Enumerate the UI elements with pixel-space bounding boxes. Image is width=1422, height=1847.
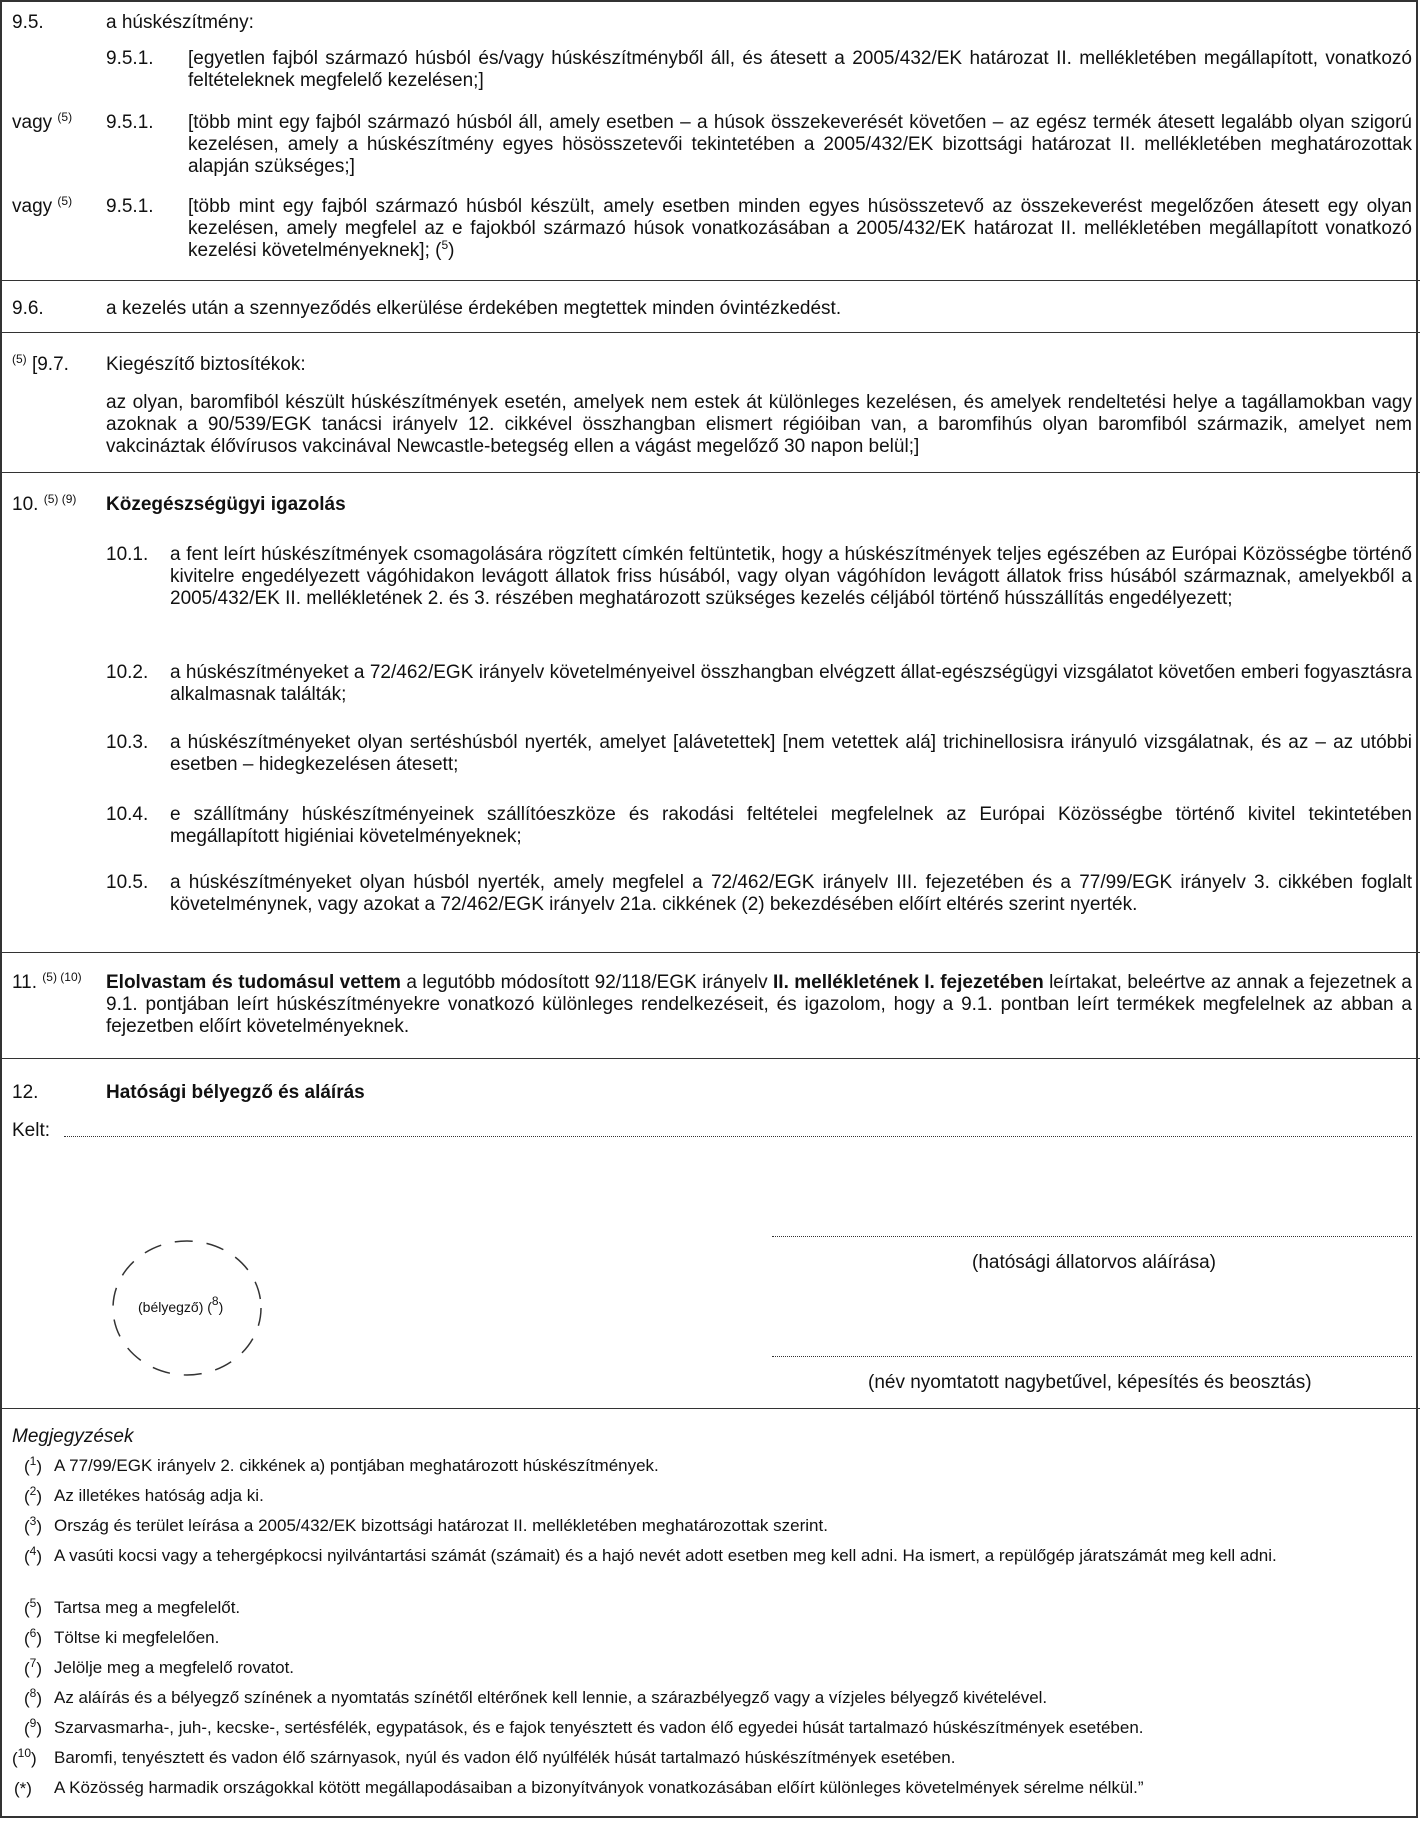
item-9-5-1-a-text: [egyetlen fajból származó húsból és/vagy húskészítményből áll, és átesett a 2005/432/EK határozat II. mellékletében megállapított, vonatkozó feltételeknek megfelelő kezelésen;] (188, 48, 1412, 91)
footnote-text: Szarvasmarha-, juh-, kecske-, sertésfélék, egypatások, és e fajok tenyésztett és vadon élő egyedei húsát tartalmazó húskészítmények esetében. (54, 1718, 1144, 1737)
section-10-title: Közegészségügyi igazolás (106, 494, 346, 515)
footnote-text: Az illetékes hatóság adja ki. (54, 1486, 264, 1505)
section-9-6-number: 9.6. (12, 298, 44, 319)
item-10-1-text: a fent leírt húskészítmények csomagolására rögzített címkén feltüntetik, hogy a húskészítmények teljes egészében az Európai Közösségbe történő kivitelre engedélyezett vágóhidakon levágott állatok friss húsából, vagy olyan vágóhídon levágott állatok friss húsából származnak, amelyekből a 2005/432/EK II. mellékletének 2. és 3. részében meghatározott szükséges kezelés céljából történő hússzállítás engedélyezett; (170, 544, 1412, 609)
footnote-number: ($^3$) (24, 1514, 43, 1536)
section-9-5-number: 9.5. (12, 12, 44, 33)
stamp-label: (bélyegző) ($^8$) (138, 1294, 224, 1315)
item-9-5-1-b-text: [több mint egy fajból származó húsból áll, amely esetben – a húsok összekeverését követően – az egész termék átesett legalább olyan szigorú kezelésen, amely a húskészítmény egyes hösösszetevői tekintetében a 2005/432/EK bizottsági határozat II. mellékletében meghatározottak alapján szükséges;] (188, 112, 1412, 177)
footnote-text: Ország és terület leírása a 2005/432/EK bizottsági határozat II. mellékletében meghatározottak szerint. (54, 1516, 828, 1535)
section-9-5-label: a húskészítmény: (106, 12, 254, 33)
item-10-4-text: e szállítmány húskészítményeinek szállítóeszköze és rakodási feltételei megfelelnek az Európai Közösségbe történő kivitel tekintetében megállapított higiéniai követelményeknek; (170, 804, 1412, 847)
signature-field[interactable] (772, 1236, 1412, 1237)
item-10-5-number: 10.5. (106, 872, 149, 893)
item-9-5-1-c-number: 9.5.1. (106, 196, 154, 217)
footnote-number: ($^4$) (24, 1544, 43, 1566)
section-9-7-text: az olyan, baromfiból készült húskészítmények esetén, amelyek nem estek át különleges kezelésen, és amelyek rendeltetési helye a tagállamokban vagy azoknak a 90/539/EGK tanácsi irányelv 12. cikkével összhangban elismert régióiban van, a baromfihús olyan baromfiból származik, amelyet nem vakcináztak élővírusos vakcinával Newcastle-betegség ellen a vágást megelőző 30 napon belül;] (106, 392, 1412, 457)
footnote-number: ($^1$) (24, 1454, 43, 1476)
item-10-3-text: a húskészítményeket olyan sertéshúsból nyerték, amelyet [alávetettek] [nem vetettek alá] trichinellosisra irányuló vizsgálatnak, és az – az utóbbi esetben – hidegkezelésen átesett; (170, 732, 1412, 775)
footnote-text: Baromfi, tenyésztett és vadon élő szárnyasok, nyúl és vadon élő nyúlfélék húsát tartalmazó húskészítmények esetében. (54, 1748, 956, 1767)
item-10-2-text: a húskészítményeket a 72/462/EGK irányelv követelményeivel összhangban elvégzett állat-egészségügyi vizsgálatot követően emberi fogyasztásra alkalmasnak találták; (170, 662, 1412, 705)
date-field[interactable] (64, 1136, 1412, 1137)
section-9-6-text: a kezelés után a szennyeződés elkerülése érdekében megtettek minden óvintézkedést. (106, 298, 842, 319)
footnote-number: ($^9$) (24, 1716, 43, 1738)
item-9-5-1-a-number: 9.5.1. (106, 48, 154, 69)
footnote-number: ($^8$) (24, 1686, 43, 1708)
footnote-number: ($^7$) (24, 1656, 43, 1678)
item-10-1-number: 10.1. (106, 544, 149, 565)
section-11-text: Elolvastam és tudomásul vettem a legutóbb módosított 92/118/EGK irányelv II. mellékletének I. fejezetében leírtakat, beleértve az annak a fejezetnek a 9.1. pontjában leírt húskészítményekre vonatkozó különleges rendelkezéseit, és igazolom, hogy a 9.1. pontban leírt termékek megfelelnek az abban a fejezetben előírt követelményeknek. (106, 972, 1413, 1037)
section-12-title: Hatósági bélyegző és aláírás (106, 1082, 365, 1103)
item-10-2-number: 10.2. (106, 662, 149, 683)
item-10-3-number: 10.3. (106, 732, 149, 753)
divider (2, 1408, 1420, 1409)
section-10-number: 10. $^{(5) (9)}$ (12, 492, 77, 515)
footnote-text: Az aláírás és a bélyegző színének a nyomtatás színétől eltérőnek kell lennie, a szárazbélyegző vagy a vízjeles bélyegző kivételével. (54, 1688, 1048, 1707)
footnote-number: ($^{10}$) (12, 1746, 37, 1768)
item-9-5-1-b-prefix: vagy $^{(5)}$ (12, 110, 73, 133)
divider (2, 472, 1420, 473)
item-9-5-1-b-number: 9.5.1. (106, 112, 154, 133)
footnote-number: ($^2$) (24, 1484, 43, 1506)
footnote-text: Tartsa meg a megfelelőt. (54, 1598, 241, 1617)
footnote-text: A Közösség harmadik országokkal kötött megállapodásaiban a bizonyítványok vonatkozásában előírt különleges követelmények sérelme nélkül.” (54, 1778, 1144, 1797)
notes-title: Megjegyzések (12, 1426, 134, 1447)
footnote-number: ($^5$) (24, 1596, 43, 1618)
section-9-7-label: Kiegészítő biztosítékok: (106, 354, 306, 375)
divider (2, 280, 1420, 281)
name-caption: (név nyomtatott nagybetűvel, képesítés és beosztás) (868, 1372, 1312, 1393)
divider (2, 1058, 1420, 1059)
footnote-text: Jelölje meg a megfelelő rovatot. (54, 1658, 295, 1677)
item-9-5-1-c-text: [több mint egy fajból származó húsból készült, amely esetben minden egyes húsösszetevő az összekeverést megelőzően átesett egy olyan kezelésen, amely megfelel az e fajokból származó húsok vonatkozásában a 2005/432/EK határozat II. mellékletében megállapított vonatkozó kezelési követelményeknek]; ($^5$) (188, 196, 1412, 261)
kelt-label: Kelt: (12, 1120, 51, 1141)
item-9-5-1-c-prefix: vagy $^{(5)}$ (12, 194, 73, 217)
name-field[interactable] (772, 1356, 1412, 1357)
divider (2, 952, 1420, 953)
footnote-number: (*) (14, 1779, 32, 1798)
signature-caption: (hatósági állatorvos aláírása) (972, 1252, 1216, 1273)
footnote-number: ($^6$) (24, 1626, 43, 1648)
footnote-text: A 77/99/EGK irányelv 2. cikkének a) pontjában meghatározott húskészítmények. (54, 1456, 659, 1475)
footnote-text: Töltse ki megfelelően. (54, 1628, 220, 1647)
section-9-7-number: $^{(5)}$ [9.7. (12, 352, 69, 375)
item-10-5-text: a húskészítményeket olyan húsból nyerték, amely megfelel a 72/462/EGK irányelv III. fejezetében és a 77/99/EGK irányelv 3. cikkében foglalt követelménynek, vagy azokat a 72/462/EGK irányelv 21a. cikkének (2) bekezdésében előírt eltérés szerint nyerték. (170, 872, 1412, 915)
footnote-text: A vasúti kocsi vagy a tehergépkocsi nyilvántartási számát (számait) és a hajó nevét adott esetben meg kell adni. Ha ismert, a repülőgép járatszámát meg kell adni. (54, 1546, 1277, 1565)
section-11-number: 11. $^{(5) (10)}$ (12, 970, 82, 993)
item-10-4-number: 10.4. (106, 804, 149, 825)
divider (2, 332, 1420, 333)
section-12-number: 12. (12, 1082, 39, 1103)
